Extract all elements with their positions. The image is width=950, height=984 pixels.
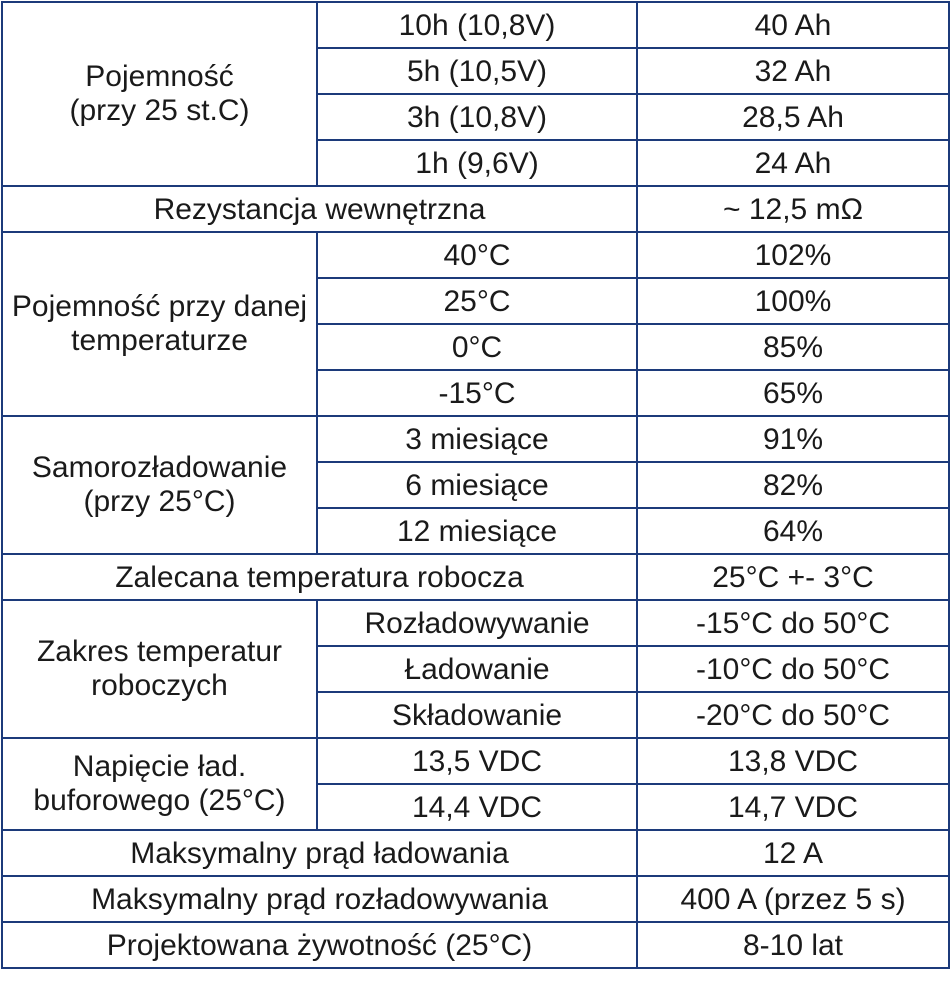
max-charge-label: Maksymalny prąd ładowania — [2, 830, 637, 876]
temp-capacity-value: 100% — [637, 278, 949, 324]
lifetime-label: Projektowana żywotność (25°C) — [2, 922, 637, 968]
temp-capacity-label: Pojemność przy danej temperaturze — [2, 232, 317, 416]
max-discharge-value: 400 A (przez 5 s) — [637, 876, 949, 922]
battery-spec-table — [1, 1, 950, 969]
table-row — [2, 186, 949, 232]
self-discharge-param: 6 miesiące — [317, 462, 637, 508]
self-discharge-param: 12 miesiące — [317, 508, 637, 554]
self-discharge-value: 82% — [637, 462, 949, 508]
temp-capacity-param: 40°C — [317, 232, 637, 278]
operating-range-param: Rozładowywanie — [317, 600, 637, 646]
operating-range-value: -10°C do 50°C — [637, 646, 949, 692]
capacity-param: 10h (10,8V) — [317, 2, 637, 48]
resistance-value: ~ 12,5 mΩ — [637, 186, 949, 232]
operating-range-param: Składowanie — [317, 692, 637, 738]
operating-range-value: -15°C do 50°C — [637, 600, 949, 646]
lifetime-value: 8-10 lat — [637, 922, 949, 968]
table-row — [2, 876, 949, 922]
temp-capacity-value: 102% — [637, 232, 949, 278]
recommended-temp-label: Zalecana temperatura robocza — [2, 554, 637, 600]
float-voltage-param: 13,5 VDC — [317, 738, 637, 784]
temp-capacity-value: 85% — [637, 324, 949, 370]
capacity-param: 5h (10,5V) — [317, 48, 637, 94]
resistance-label: Rezystancja wewnętrzna — [2, 186, 637, 232]
capacity-label: Pojemność (przy 25 st.C) — [2, 2, 317, 186]
temp-capacity-value: 65% — [637, 370, 949, 416]
table-row — [2, 2, 949, 48]
temp-capacity-param: -15°C — [317, 370, 637, 416]
self-discharge-label: Samorozładowanie (przy 25°C) — [2, 416, 317, 554]
float-voltage-value: 13,8 VDC — [637, 738, 949, 784]
operating-range-value: -20°C do 50°C — [637, 692, 949, 738]
capacity-value: 32 Ah — [637, 48, 949, 94]
capacity-param: 3h (10,8V) — [317, 94, 637, 140]
capacity-param: 1h (9,6V) — [317, 140, 637, 186]
recommended-temp-value: 25°C +- 3°C — [637, 554, 949, 600]
self-discharge-value: 64% — [637, 508, 949, 554]
temp-capacity-param: 25°C — [317, 278, 637, 324]
operating-range-label: Zakres temperatur roboczych — [2, 600, 317, 738]
table-row — [2, 738, 949, 784]
table-row — [2, 922, 949, 968]
max-charge-value: 12 A — [637, 830, 949, 876]
float-voltage-param: 14,4 VDC — [317, 784, 637, 830]
capacity-value: 24 Ah — [637, 140, 949, 186]
capacity-value: 28,5 Ah — [637, 94, 949, 140]
table-row — [2, 830, 949, 876]
table-row — [2, 232, 949, 278]
float-voltage-label: Napięcie ład. buforowego (25°C) — [2, 738, 317, 830]
capacity-value: 40 Ah — [637, 2, 949, 48]
max-discharge-label: Maksymalny prąd rozładowywania — [2, 876, 637, 922]
table-row — [2, 416, 949, 462]
float-voltage-value: 14,7 VDC — [637, 784, 949, 830]
table-row — [2, 600, 949, 646]
self-discharge-value: 91% — [637, 416, 949, 462]
self-discharge-param: 3 miesiące — [317, 416, 637, 462]
temp-capacity-param: 0°C — [317, 324, 637, 370]
table-row — [2, 554, 949, 600]
operating-range-param: Ładowanie — [317, 646, 637, 692]
